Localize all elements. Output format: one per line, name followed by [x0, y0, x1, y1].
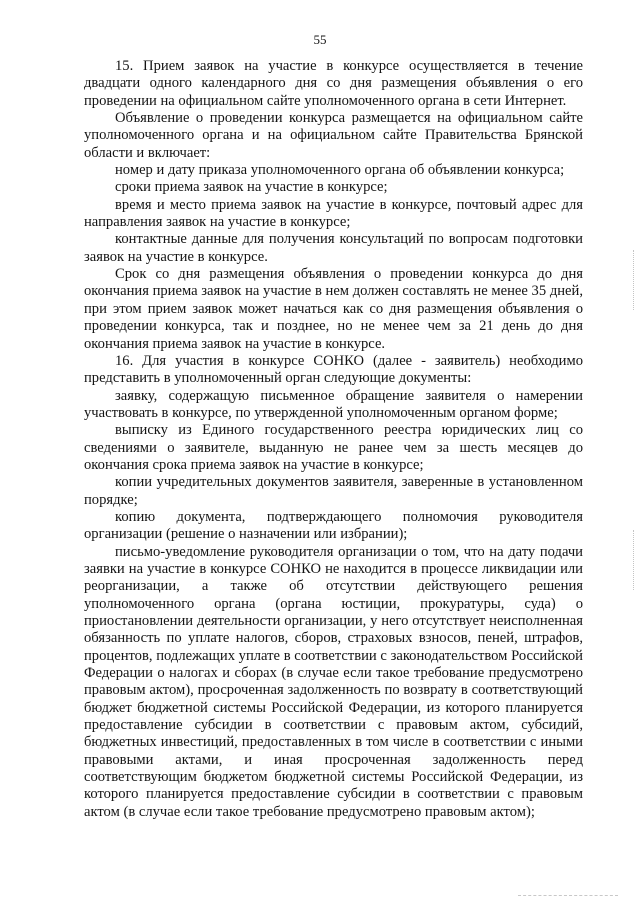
list-item-contact-details: контактные данные для получения консультаций по вопросам подготовки заявок на участие в конкурсе. — [84, 231, 583, 265]
list-item-founding-documents: копии учредительных документов заявителя, заверенные в установленном порядке; — [84, 474, 583, 508]
scan-footer-line — [518, 895, 618, 896]
list-item-head-authority: копию документа, подтверждающего полномочия руководителя организации (решение о назначении или избрании); — [84, 508, 583, 543]
document-body — [84, 58, 583, 821]
list-item-application: заявку, содержащую письменное обращение заявителя о намерении участвовать в конкурсе, по утвержденной уполномоченным органом форме; — [84, 387, 583, 421]
list-item-intake-time-place: время и место приема заявок на участие в конкурсе, почтовый адрес для направления заявок на участие в конкурсе; — [84, 196, 583, 231]
scan-edge-mark — [632, 250, 634, 310]
list-item-intake-dates: сроки приема заявок на участие в конкурсе; — [115, 179, 388, 196]
paragraph-item-15-intake-period: 15. Прием заявок на участие в конкурсе осуществляется в течение двадцати одного календарного дня со дня размещения объявления о его проведении на официальном сайте уполномоченного органа в сети Интернет. — [84, 58, 583, 109]
page-number: 55 — [313, 32, 327, 47]
scan-edge-mark — [632, 530, 634, 590]
paragraph-announcement-placement: Объявление о проведении конкурса размещается на официальном сайте уполномоченного органа и на официальном сайте Правительства Брянской области и включает: — [84, 110, 583, 161]
list-item-registry-extract: выписку из Единого государственного реестра юридических лиц со сведениями о заявителе, выданную не ранее чем за шесть месяцев до окончания срока приема заявок на участие в конкурсе; — [84, 422, 583, 473]
list-item-order-number-date: номер и дату приказа уполномоченного органа об объявлении конкурса; — [115, 162, 565, 179]
paragraph-intake-term: Срок со дня размещения объявления о проведении конкурса до дня окончания приема заявок на участие в нем должен составлять не менее 35 дней, при этом прием заявок может начаться как со дня размещения объявления о проведении конкурса, так и позднее, но не менее чем за 21 день до дня окончания приема заявок на участие в конкурсе. — [84, 266, 583, 352]
paragraph-item-16-documents: 16. Для участия в конкурсе СОНКО (далее - заявитель) необходимо представить в уполномоченный орган следующие документы: — [84, 352, 583, 387]
list-item-notification-letter: письмо-уведомление руководителя организации о том, что на дату подачи заявки на участие в конкурсе СОНКО не находится в процессе ликвидации или реорганизации, а также об отсутствии действующего решения уполномоченного органа (органа юстиции, прокуратуры, суда) о приостановлении деятельности организации, у него отсутствует неисполненная обязанность по уплате налогов, сборов, страховых взносов, пеней, штрафов, процентов, подлежащих уплате в соответствии с законодательством Российской Федерации о налогах и сборах (в случае если такое требование предусмотрено правовым актом), просроченная задолженность по возврату в соответствующий бюджет бюджетной системы Российской Федерации, из которого планируется предоставление субсидии в соответствии с правовым актом, субсидий, бюджетных инвестиций, предоставленных в том числе в соответствии с иными правовыми актами, и иная просроченная задолженность перед соответствующим бюджетом бюджетной системы Российской Федерации, из которого планируется предоставление субсидии в соответствии с правовым актом (в случае если такое требование предусмотрено правовым актом); — [84, 543, 583, 820]
